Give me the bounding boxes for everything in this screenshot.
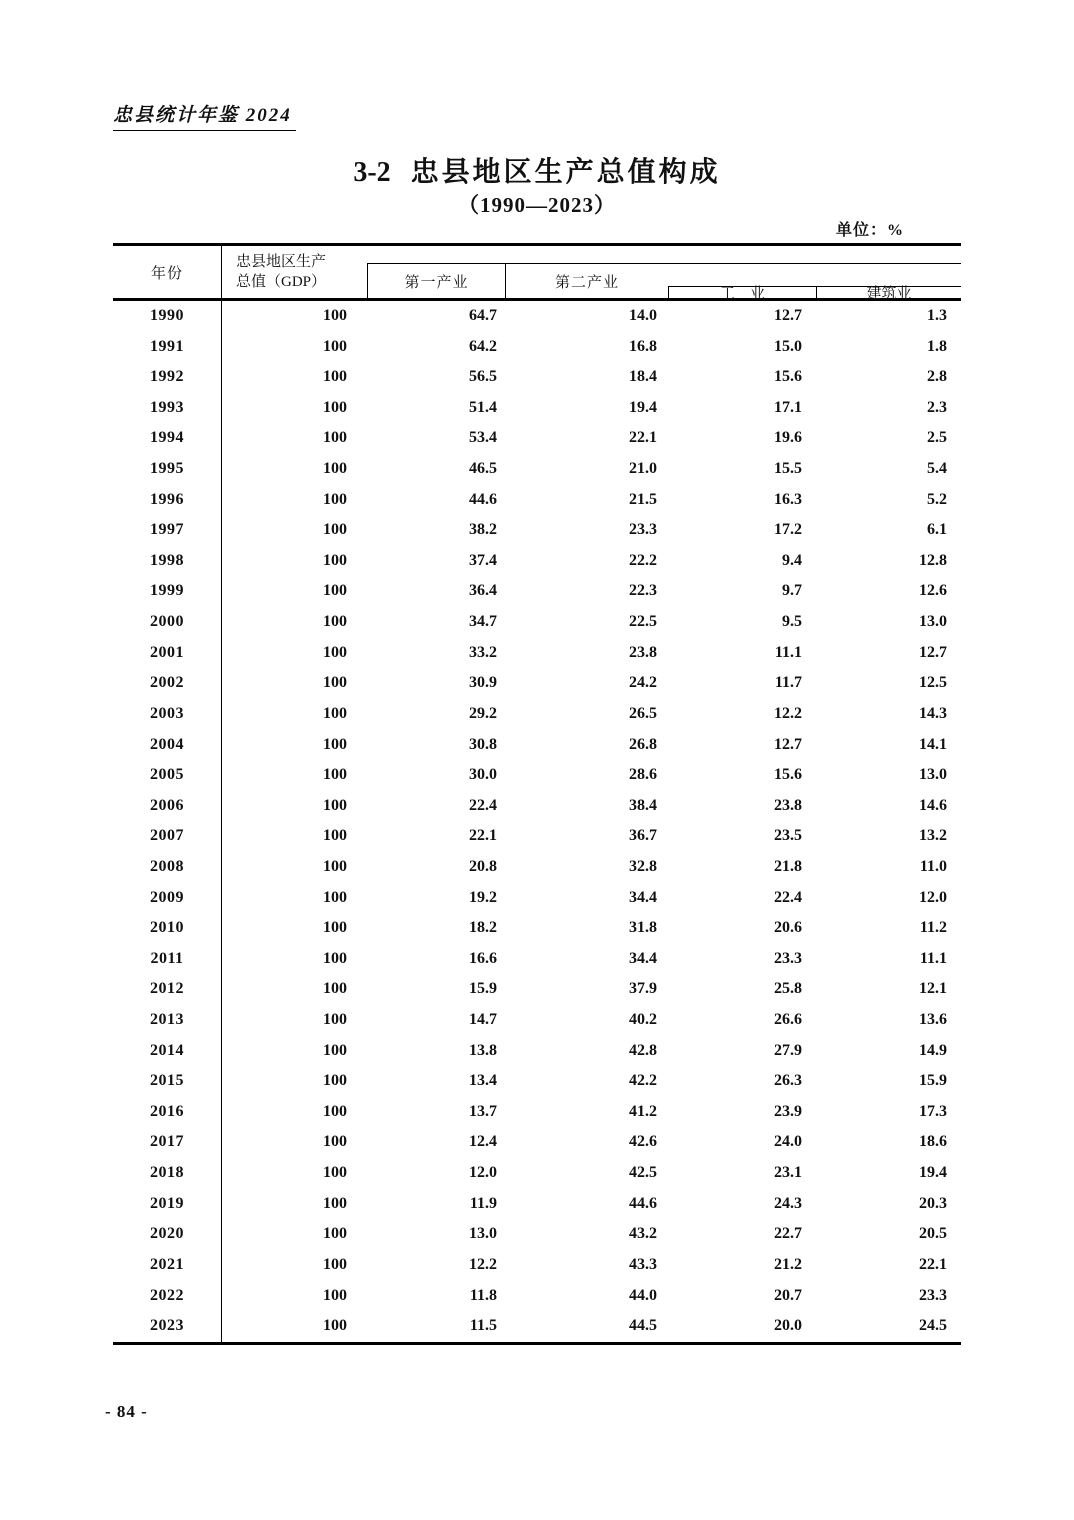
industry-cell: 15.6 xyxy=(774,368,802,386)
table-row xyxy=(113,883,961,914)
year-cell: 1999 xyxy=(113,576,222,607)
table-row xyxy=(113,607,961,638)
industry-cell: 23.8 xyxy=(774,796,802,814)
table-row xyxy=(113,423,961,454)
secondary-industry-cell: 19.4 xyxy=(629,398,657,416)
table-row xyxy=(113,944,961,975)
secondary-industry-cell: 41.2 xyxy=(629,1102,657,1120)
secondary-industry-cell: 14.0 xyxy=(629,307,657,324)
year-cell: 2006 xyxy=(113,791,222,822)
primary-industry-cell: 53.4 xyxy=(469,429,497,447)
secondary-industry-cell: 22.5 xyxy=(629,613,657,631)
table-row xyxy=(113,1036,961,1067)
year-cell: 1997 xyxy=(113,515,222,546)
primary-industry-cell: 34.7 xyxy=(469,613,497,631)
secondary-industry-cell: 22.1 xyxy=(629,429,657,447)
secondary-industry-cell: 42.2 xyxy=(629,1072,657,1090)
primary-industry-cell: 46.5 xyxy=(469,460,497,478)
year-cell: 1993 xyxy=(113,393,222,424)
gdp-cell: 100 xyxy=(323,307,347,324)
gdp-cell: 100 xyxy=(323,919,347,937)
secondary-industry-cell: 44.0 xyxy=(629,1286,657,1304)
year-cell: 2021 xyxy=(113,1250,222,1281)
industry-cell: 19.6 xyxy=(774,429,802,447)
construction-cell: 13.2 xyxy=(919,827,947,845)
industry-cell: 17.2 xyxy=(774,521,802,539)
secondary-industry-cell: 34.4 xyxy=(629,949,657,967)
gdp-cell: 100 xyxy=(323,827,347,845)
secondary-industry-cell: 28.6 xyxy=(629,766,657,784)
secondary-industry-cell: 21.5 xyxy=(629,490,657,508)
industry-cell: 12.7 xyxy=(774,735,802,753)
industry-cell: 27.9 xyxy=(774,1041,802,1059)
primary-industry-cell: 64.2 xyxy=(469,337,497,355)
construction-cell: 24.5 xyxy=(919,1317,947,1335)
construction-cell: 18.6 xyxy=(919,1133,947,1151)
industry-cell: 21.2 xyxy=(774,1255,802,1273)
construction-cell: 12.5 xyxy=(919,674,947,692)
table-row xyxy=(113,852,961,883)
gdp-cell: 100 xyxy=(323,460,347,478)
construction-cell: 13.0 xyxy=(919,613,947,631)
gdp-cell: 100 xyxy=(323,796,347,814)
gdp-cell: 100 xyxy=(323,1164,347,1182)
year-cell: 2012 xyxy=(113,974,222,1005)
header-gdp xyxy=(222,246,367,298)
construction-cell: 17.3 xyxy=(919,1102,947,1120)
industry-cell: 16.3 xyxy=(774,490,802,508)
primary-industry-cell: 64.7 xyxy=(469,307,497,324)
industry-cell: 15.6 xyxy=(774,766,802,784)
construction-cell: 5.2 xyxy=(927,490,947,508)
primary-industry-cell: 29.2 xyxy=(469,704,497,722)
primary-industry-cell: 13.4 xyxy=(469,1072,497,1090)
construction-cell: 12.6 xyxy=(919,582,947,600)
table-row xyxy=(113,730,961,761)
header-secondary-industry: 第二产业 xyxy=(554,274,619,291)
industry-cell: 26.3 xyxy=(774,1072,802,1090)
primary-industry-cell: 18.2 xyxy=(469,919,497,937)
table-row xyxy=(113,1127,961,1158)
year-cell: 2018 xyxy=(113,1158,222,1189)
construction-cell: 13.6 xyxy=(919,1011,947,1029)
secondary-industry-cell: 31.8 xyxy=(629,919,657,937)
industry-cell: 15.5 xyxy=(774,460,802,478)
primary-industry-cell: 11.9 xyxy=(469,1194,497,1212)
table-header xyxy=(113,243,961,301)
year-cell: 2000 xyxy=(113,607,222,638)
yearbook-banner: 忠县统计年鉴 2024 xyxy=(113,100,296,131)
year-cell: 2019 xyxy=(113,1189,222,1220)
year-cell: 2007 xyxy=(113,821,222,852)
industry-cell: 23.9 xyxy=(774,1102,802,1120)
construction-cell: 14.9 xyxy=(919,1041,947,1059)
construction-cell: 12.7 xyxy=(919,643,947,661)
industry-cell: 21.8 xyxy=(774,857,802,875)
table-row xyxy=(113,1189,961,1220)
gdp-cell: 100 xyxy=(323,1133,347,1151)
construction-cell: 20.5 xyxy=(919,1225,947,1243)
primary-industry-cell: 30.0 xyxy=(469,766,497,784)
table-row xyxy=(113,1097,961,1128)
gdp-cell: 100 xyxy=(323,1317,347,1335)
construction-cell: 2.3 xyxy=(927,398,947,416)
table-row xyxy=(113,546,961,577)
gdp-cell: 100 xyxy=(323,337,347,355)
year-cell: 1994 xyxy=(113,423,222,454)
secondary-industry-cell: 18.4 xyxy=(629,368,657,386)
construction-cell: 14.1 xyxy=(919,735,947,753)
industry-cell: 20.6 xyxy=(774,919,802,937)
construction-cell: 12.0 xyxy=(919,888,947,906)
industry-cell: 22.4 xyxy=(774,888,802,906)
construction-cell: 20.3 xyxy=(919,1194,947,1212)
table-row xyxy=(113,576,961,607)
construction-cell: 11.0 xyxy=(919,857,947,875)
table-row xyxy=(113,454,961,485)
secondary-industry-cell: 16.8 xyxy=(629,337,657,355)
table-row xyxy=(113,332,961,363)
primary-industry-cell: 38.2 xyxy=(469,521,497,539)
industry-cell: 23.5 xyxy=(774,827,802,845)
gdp-cell: 100 xyxy=(323,888,347,906)
secondary-industry-cell: 38.4 xyxy=(629,796,657,814)
gdp-cell: 100 xyxy=(323,1072,347,1090)
year-cell: 2009 xyxy=(113,883,222,914)
primary-industry-cell: 37.4 xyxy=(469,551,497,569)
gdp-cell: 100 xyxy=(323,490,347,508)
industry-cell: 9.7 xyxy=(782,582,802,600)
gdp-cell: 100 xyxy=(323,1194,347,1212)
year-cell: 2002 xyxy=(113,668,222,699)
construction-cell: 11.1 xyxy=(919,949,947,967)
industry-cell: 12.2 xyxy=(774,704,802,722)
gdp-cell: 100 xyxy=(323,582,347,600)
primary-industry-cell: 15.9 xyxy=(469,980,497,998)
industry-cell: 15.0 xyxy=(774,337,802,355)
gdp-cell: 100 xyxy=(323,857,347,875)
gdp-cell: 100 xyxy=(323,1011,347,1029)
header-gdp-line1: 忠县地区生产 xyxy=(236,254,327,270)
primary-industry-cell: 12.2 xyxy=(469,1255,497,1273)
table-row xyxy=(113,1311,961,1342)
primary-industry-cell: 11.8 xyxy=(469,1286,497,1304)
year-cell: 1991 xyxy=(113,332,222,363)
industry-cell: 25.8 xyxy=(774,980,802,998)
construction-cell: 14.3 xyxy=(919,704,947,722)
table-row xyxy=(113,485,961,516)
table-row xyxy=(113,362,961,393)
construction-cell: 22.1 xyxy=(919,1255,947,1273)
unit-label: 单位：% xyxy=(836,222,905,239)
construction-cell: 15.9 xyxy=(919,1072,947,1090)
industry-cell: 11.1 xyxy=(774,643,802,661)
gdp-cell: 100 xyxy=(323,1286,347,1304)
primary-industry-cell: 44.6 xyxy=(469,490,497,508)
year-cell: 1995 xyxy=(113,454,222,485)
table-number: 3-2 xyxy=(353,157,391,188)
construction-cell: 6.1 xyxy=(927,521,947,539)
year-cell: 2017 xyxy=(113,1127,222,1158)
construction-cell: 13.0 xyxy=(919,766,947,784)
year-cell: 2013 xyxy=(113,1005,222,1036)
gdp-cell: 100 xyxy=(323,1255,347,1273)
construction-cell: 23.3 xyxy=(919,1286,947,1304)
primary-industry-cell: 19.2 xyxy=(469,888,497,906)
table-row xyxy=(113,1219,961,1250)
construction-cell: 12.8 xyxy=(919,551,947,569)
gdp-composition-table xyxy=(113,243,961,1345)
secondary-industry-cell: 40.2 xyxy=(629,1011,657,1029)
table-row xyxy=(113,1158,961,1189)
secondary-industry-cell: 44.6 xyxy=(629,1194,657,1212)
year-cell: 2004 xyxy=(113,730,222,761)
secondary-industry-cell: 22.2 xyxy=(629,551,657,569)
industry-group-header xyxy=(367,263,961,302)
secondary-industry-cell: 42.8 xyxy=(629,1041,657,1059)
year-cell: 1996 xyxy=(113,485,222,516)
primary-industry-cell: 11.5 xyxy=(469,1317,497,1335)
table-row xyxy=(113,668,961,699)
gdp-cell: 100 xyxy=(323,949,347,967)
secondary-industry-cell: 44.5 xyxy=(629,1317,657,1335)
gdp-cell: 100 xyxy=(323,980,347,998)
primary-industry-cell: 12.4 xyxy=(469,1133,497,1151)
secondary-industry-cell: 22.3 xyxy=(629,582,657,600)
gdp-cell: 100 xyxy=(323,613,347,631)
page-title xyxy=(0,150,1074,190)
primary-industry-cell: 12.0 xyxy=(469,1164,497,1182)
primary-industry-cell: 20.8 xyxy=(469,857,497,875)
industry-cell: 9.5 xyxy=(782,613,802,631)
table-row xyxy=(113,638,961,669)
gdp-cell: 100 xyxy=(323,704,347,722)
year-cell: 1992 xyxy=(113,362,222,393)
title-year-range: （1990—2023） xyxy=(458,193,616,217)
table-row xyxy=(113,974,961,1005)
construction-cell: 1.3 xyxy=(927,307,947,324)
construction-cell: 2.5 xyxy=(927,429,947,447)
table-row xyxy=(113,1066,961,1097)
year-cell: 2003 xyxy=(113,699,222,730)
industry-cell: 9.4 xyxy=(782,551,802,569)
year-cell: 2008 xyxy=(113,852,222,883)
secondary-industry-cell: 43.2 xyxy=(629,1225,657,1243)
year-cell: 2011 xyxy=(113,944,222,975)
table-row xyxy=(113,821,961,852)
secondary-industry-cell: 26.8 xyxy=(629,735,657,753)
primary-industry-cell: 16.6 xyxy=(469,949,497,967)
year-cell: 2016 xyxy=(113,1097,222,1128)
primary-industry-cell: 22.1 xyxy=(469,827,497,845)
year-cell: 2005 xyxy=(113,760,222,791)
secondary-industry-cell: 24.2 xyxy=(629,674,657,692)
primary-industry-cell: 51.4 xyxy=(469,398,497,416)
industry-cell: 24.3 xyxy=(774,1194,802,1212)
table-row xyxy=(113,913,961,944)
gdp-cell: 100 xyxy=(323,521,347,539)
header-primary-industry: 第一产业 xyxy=(368,264,506,298)
industry-cell: 23.3 xyxy=(774,949,802,967)
primary-industry-cell: 56.5 xyxy=(469,368,497,386)
secondary-industry-cell: 23.8 xyxy=(629,643,657,661)
table-row xyxy=(113,393,961,424)
industry-cell: 17.1 xyxy=(774,398,802,416)
table-row xyxy=(113,1250,961,1281)
table-row xyxy=(113,515,961,546)
construction-cell: 19.4 xyxy=(919,1164,947,1182)
gdp-cell: 100 xyxy=(323,398,347,416)
primary-industry-cell: 22.4 xyxy=(469,796,497,814)
year-cell: 2010 xyxy=(113,913,222,944)
secondary-industry-cell: 21.0 xyxy=(629,460,657,478)
industry-cell: 22.7 xyxy=(774,1225,802,1243)
primary-industry-cell: 13.0 xyxy=(469,1225,497,1243)
industry-cell: 26.6 xyxy=(774,1011,802,1029)
year-cell: 1998 xyxy=(113,546,222,577)
secondary-industry-cell: 42.5 xyxy=(629,1164,657,1182)
construction-cell: 11.2 xyxy=(919,919,947,937)
year-cell: 1990 xyxy=(113,301,222,332)
gdp-cell: 100 xyxy=(323,368,347,386)
year-cell: 2020 xyxy=(113,1219,222,1250)
year-cell: 2022 xyxy=(113,1281,222,1312)
industry-cell: 23.1 xyxy=(774,1164,802,1182)
secondary-industry-cell: 36.7 xyxy=(629,827,657,845)
table-title-text: 忠县地区生产总值构成 xyxy=(410,157,721,188)
table-row xyxy=(113,699,961,730)
industry-cell: 20.7 xyxy=(774,1286,802,1304)
table-body xyxy=(113,301,961,1345)
secondary-industry-cell: 26.5 xyxy=(629,704,657,722)
primary-industry-cell: 13.7 xyxy=(469,1102,497,1120)
year-cell: 2015 xyxy=(113,1066,222,1097)
construction-cell: 5.4 xyxy=(927,460,947,478)
industry-cell: 24.0 xyxy=(774,1133,802,1151)
primary-industry-cell: 36.4 xyxy=(469,582,497,600)
header-construction: 建筑业 xyxy=(866,286,912,302)
primary-industry-cell: 33.2 xyxy=(469,643,497,661)
table-row xyxy=(113,301,961,332)
secondary-industry-cell: 42.6 xyxy=(629,1133,657,1151)
gdp-cell: 100 xyxy=(323,1102,347,1120)
construction-cell: 12.1 xyxy=(919,980,947,998)
gdp-cell: 100 xyxy=(323,1041,347,1059)
primary-industry-cell: 14.7 xyxy=(469,1011,497,1029)
gdp-cell: 100 xyxy=(323,551,347,569)
table-row xyxy=(113,760,961,791)
secondary-sub-header xyxy=(668,286,961,302)
secondary-industry-cell: 23.3 xyxy=(629,521,657,539)
header-gdp-line2: 总值（GDP） xyxy=(236,274,327,290)
gdp-cell: 100 xyxy=(323,766,347,784)
primary-industry-cell: 30.9 xyxy=(469,674,497,692)
year-cell: 2014 xyxy=(113,1036,222,1067)
construction-cell: 14.6 xyxy=(919,796,947,814)
table-row xyxy=(113,1281,961,1312)
primary-industry-cell: 13.8 xyxy=(469,1041,497,1059)
secondary-industry-cell: 43.3 xyxy=(629,1255,657,1273)
construction-cell: 1.8 xyxy=(927,337,947,355)
industry-cell: 20.0 xyxy=(774,1317,802,1335)
secondary-industry-cell: 32.8 xyxy=(629,857,657,875)
gdp-cell: 100 xyxy=(323,643,347,661)
header-industry: 工 业 xyxy=(669,287,817,298)
industry-cell: 11.7 xyxy=(774,674,802,692)
gdp-cell: 100 xyxy=(323,674,347,692)
table-row xyxy=(113,791,961,822)
primary-industry-cell: 30.8 xyxy=(469,735,497,753)
gdp-cell: 100 xyxy=(323,429,347,447)
industry-cell: 12.7 xyxy=(774,307,802,324)
year-cell: 2023 xyxy=(113,1311,222,1342)
table-row xyxy=(113,1005,961,1036)
page-number: - 84 - xyxy=(105,1402,148,1421)
year-cell: 2001 xyxy=(113,638,222,669)
gdp-cell: 100 xyxy=(323,735,347,753)
gdp-cell: 100 xyxy=(323,1225,347,1243)
secondary-industry-cell: 34.4 xyxy=(629,888,657,906)
header-year: 年份 xyxy=(113,246,222,298)
secondary-industry-cell: 37.9 xyxy=(629,980,657,998)
construction-cell: 2.8 xyxy=(927,368,947,386)
